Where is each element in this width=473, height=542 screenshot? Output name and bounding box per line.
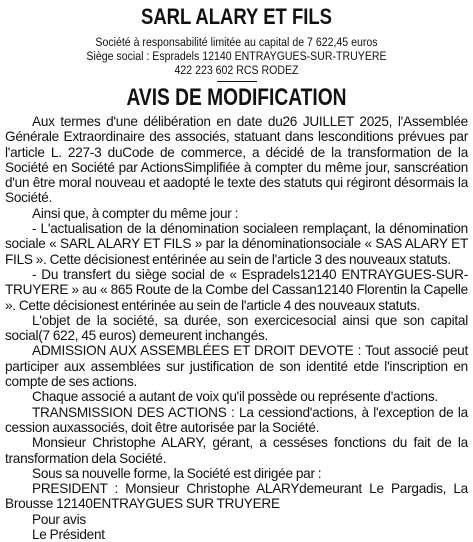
paragraph-transfer: TRANSMISSION DES ACTIONS : La cessiond'actions, à l'exception de la cession auxassociés, doit être autorisée par la Société. <box>5 404 468 435</box>
paragraph-also: Ainsi que, à compter du même jour : <box>32 205 239 221</box>
paragraph-name-change: - L'actualisation de la dénomination socialeen remplaçant, la dénomination sociale « SARL ALARY ET FILS » par la dénominationsociale « SAS ALARY ET FILS ». Cette décisionest entérinée au sein de l'article 3 des nouveaux statuts. <box>5 221 468 267</box>
closing-line: Pour avis <box>32 511 86 527</box>
paragraph-votes: Chaque associé a autant de voix qu'il possède ou représente d'actions. <box>32 389 438 405</box>
paragraph-new-form: Sous sa nouvelle forme, la Société est dirigée par : <box>32 465 322 481</box>
paragraph-resolution: Aux termes d'une délibération en date du26 JUILLET 2025, l'Assemblée Générale Extraordinaire des associés, statuant dans lesconditions prévues par l'article L. 227-3 duCode de commerce, a décidé de la transformation de la Société en Société par ActionsSimplifiée à compter du même jour, sanscréation d'un être moral nouveau et aadopté le texte des statuts qui régiront désormais la Société. <box>5 114 468 206</box>
paragraph-president: PRESIDENT : Monsieur Christophe ALARYdemeurant Le Pargadis, La Brousse 12140ENTRAYGUES SUR TRUYERE <box>5 481 468 512</box>
signatory: Le Président <box>32 527 105 542</box>
notice-title: AVIS DE MODIFICATION <box>126 84 347 111</box>
notice-body <box>5 114 468 542</box>
paragraph-admission: ADMISSION AUX ASSEMBLÉES ET DROIT DEVOTE : Tout associé peut participer aux assemblées sur justification de son identité etde l'inscription en compte de ses actions. <box>5 343 468 390</box>
paragraph-unchanged: L'objet de la société, sa durée, son exercicesocial ainsi que son capital social(7 622, 45 euros) demeurent inchangés. <box>5 312 468 344</box>
paragraph-office-transfer: - Du transfert du siège social de « Espradels12140 ENTRAYGUES-SUR-TRUYERE » au « 865 Route de la Combe del Cassan12140 Florentin la Capelle ». Cette décisionest entérinée au sein de l'article 4 des nouveaux statuts. <box>5 266 468 313</box>
registration-number: 422 223 602 RCS RODEZ <box>174 63 299 77</box>
company-name: SARL ALARY ET FILS <box>141 4 332 29</box>
registered-office: Siège social : Espradels 12140 ENTRAYGUES-SUR-TRUYERE <box>86 49 387 63</box>
divider <box>217 81 257 82</box>
paragraph-manager: Monsieur Christophe ALARY, gérant, a cesséses fonctions du fait de la transformation dela Société. <box>5 435 468 466</box>
legal-form: Société à responsabilité limitée au capital de 7 622,45 euros <box>95 35 378 49</box>
